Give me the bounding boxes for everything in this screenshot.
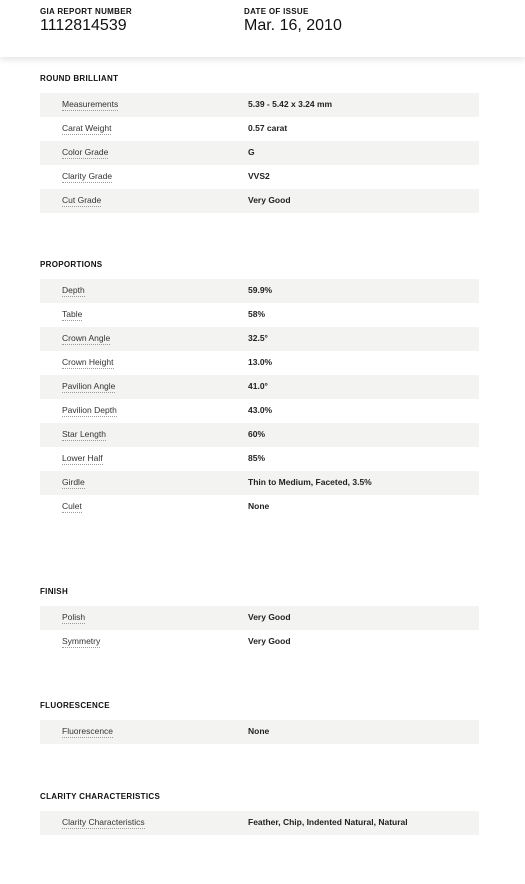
row-label[interactable]: Carat Weight (62, 123, 112, 133)
row-label[interactable]: Clarity Characteristics (62, 817, 145, 827)
row-value: 0.57 carat (248, 123, 288, 133)
row-label[interactable]: Lower Half (62, 453, 103, 463)
row-label[interactable]: Pavilion Angle (62, 381, 116, 391)
section-title: CLARITY CHARACTERISTICS (40, 792, 161, 801)
row-label[interactable]: Table (62, 309, 83, 319)
date-of-issue-label: DATE OF ISSUE (244, 7, 309, 16)
row-value: VVS2 (248, 171, 270, 181)
row-label[interactable]: Symmetry (62, 636, 101, 646)
row-label[interactable]: Fluorescence (62, 726, 114, 736)
row-value: Very Good (248, 636, 291, 646)
proportion-rows (40, 279, 479, 519)
row-cut-grade (40, 189, 479, 213)
row-value: G (248, 147, 255, 157)
row-pavilion-angle (40, 375, 479, 399)
row-value: Very Good (248, 612, 291, 622)
section-title: FLUORESCENCE (40, 701, 110, 710)
row-label[interactable]: Crown Angle (62, 333, 111, 343)
row-label[interactable]: Measurements (62, 99, 119, 109)
row-clarity-characteristics (40, 811, 479, 835)
row-label[interactable]: Culet (62, 501, 82, 511)
row-clarity-grade (40, 165, 479, 189)
section-title: FINISH (40, 587, 69, 596)
row-label[interactable]: Cut Grade (62, 195, 102, 205)
section-clarity-characteristics (40, 790, 479, 835)
row-depth (40, 279, 479, 303)
row-value: 85% (248, 453, 266, 463)
row-value: 5.39 - 5.42 x 3.24 mm (248, 99, 333, 109)
date-of-issue-block (244, 7, 342, 35)
row-label[interactable]: Girdle (62, 477, 85, 487)
row-value: 41.0° (248, 381, 268, 391)
date-of-issue: Mar. 16, 2010 (244, 17, 342, 34)
row-value: 59.9% (248, 285, 273, 295)
row-fluorescence (40, 720, 479, 744)
row-label[interactable]: Polish (62, 612, 86, 622)
report-header (0, 0, 525, 57)
report-number: 1112814539 (40, 17, 127, 34)
report-number-label: GIA REPORT NUMBER (40, 7, 132, 16)
section-finish (40, 585, 479, 654)
row-symmetry (40, 630, 479, 654)
row-label[interactable]: Clarity Grade (62, 171, 113, 181)
report-number-block (40, 7, 132, 35)
row-value: 32.5° (248, 333, 268, 343)
row-label[interactable]: Pavilion Depth (62, 405, 117, 415)
grading-rows (40, 93, 479, 213)
row-value: 58% (248, 309, 266, 319)
section-title: PROPORTIONS (40, 260, 103, 269)
section-round-brilliant (40, 72, 479, 213)
row-value: Feather, Chip, Indented Natural, Natural (248, 817, 408, 827)
row-label[interactable]: Depth (62, 285, 85, 295)
row-pavilion-depth (40, 399, 479, 423)
row-value: 13.0% (248, 357, 273, 367)
row-color-grade (40, 141, 479, 165)
row-culet (40, 495, 479, 519)
finish-rows (40, 606, 479, 654)
row-table (40, 303, 479, 327)
row-crown-height (40, 351, 479, 375)
row-label[interactable]: Crown Height (62, 357, 114, 367)
row-value: 43.0% (248, 405, 273, 415)
section-title: ROUND BRILLIANT (40, 74, 119, 83)
row-value: None (248, 501, 270, 511)
row-lower-half (40, 447, 479, 471)
row-value: 60% (248, 429, 266, 439)
row-girdle (40, 471, 479, 495)
row-star-length (40, 423, 479, 447)
row-crown-angle (40, 327, 479, 351)
section-proportions (40, 258, 479, 519)
clarity-characteristics-rows (40, 811, 479, 835)
row-value: Thin to Medium, Faceted, 3.5% (248, 477, 372, 487)
row-polish (40, 606, 479, 630)
row-label[interactable]: Star Length (62, 429, 106, 439)
row-value: Very Good (248, 195, 291, 205)
row-label[interactable]: Color Grade (62, 147, 109, 157)
row-measurements (40, 93, 479, 117)
row-value: None (248, 726, 270, 736)
section-fluorescence (40, 699, 479, 744)
row-carat-weight (40, 117, 479, 141)
fluorescence-rows (40, 720, 479, 744)
